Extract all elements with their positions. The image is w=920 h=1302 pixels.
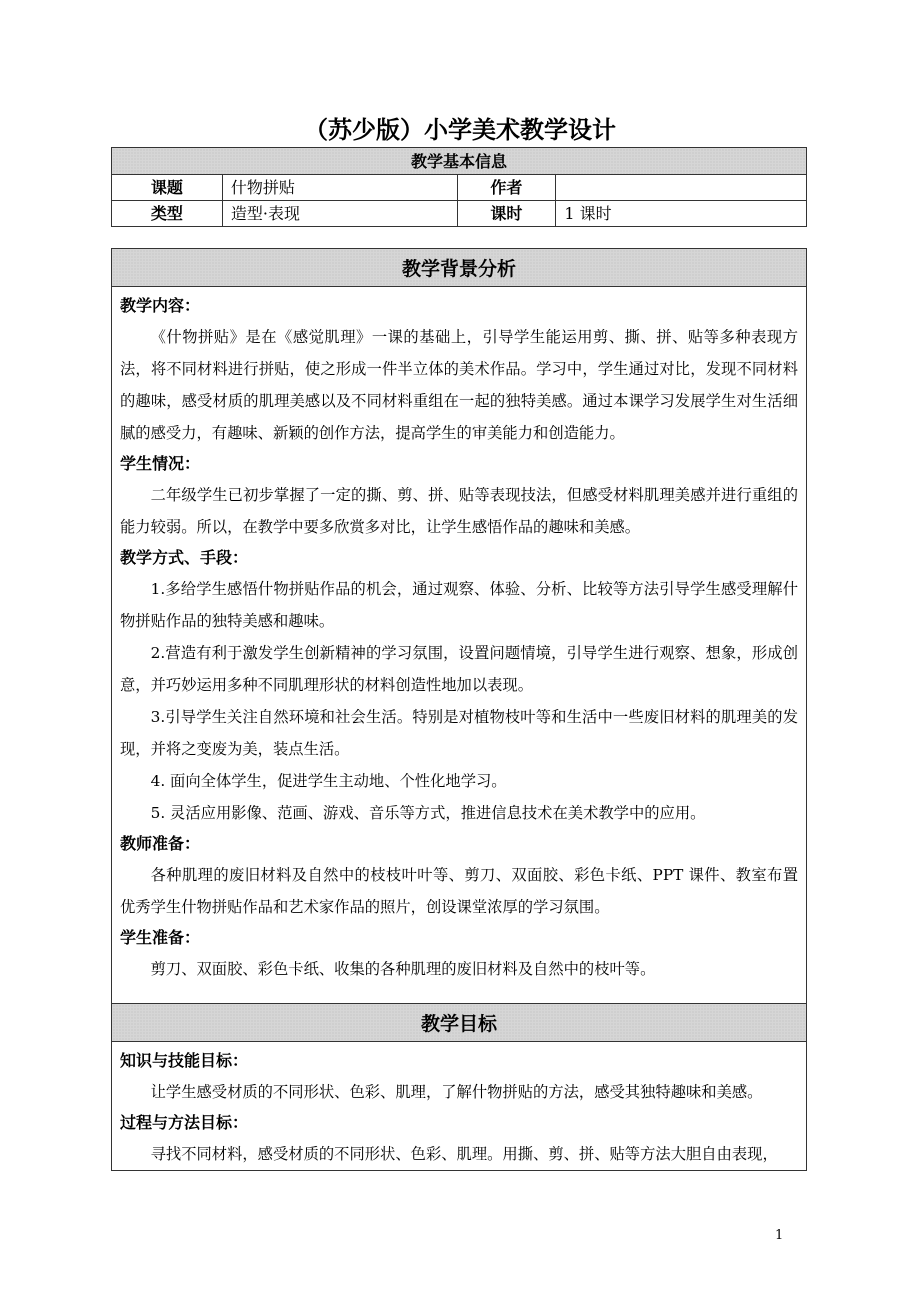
section-heading: 教师准备：: [120, 834, 201, 853]
paragraph: 4. 面向全体学生，促进学生主动地、个性化地学习。: [150, 772, 507, 790]
background-header: 教学背景分析: [112, 249, 807, 287]
label-type: 类型: [112, 201, 223, 227]
paragraph: 二年级学生已初步掌握了一定的撕、剪、拼、贴等表现技法，但感受材料肌理美感并进行重组的能力较弱。所以，在教学中要多欣赏多对比，让学生感悟作品的趣味和美感。: [120, 486, 798, 536]
value-periods: 1 课时: [556, 201, 807, 227]
background-table: [111, 248, 807, 1171]
value-author: [556, 175, 807, 201]
section-heading: 学生情况：: [120, 454, 201, 473]
paragraph: 寻找不同材料，感受材质的不同形状、色彩、肌理。用撕、剪、拼、贴等方法大胆自由表现，: [150, 1145, 778, 1163]
section-heading: 知识与技能目标：: [120, 1051, 249, 1070]
background-content: [112, 287, 807, 1004]
paragraph: 5. 灵活应用影像、范画、游戏、音乐等方式，推进信息技术在美术教学中的应用。: [150, 804, 706, 822]
objectives-content: [112, 1042, 807, 1171]
paragraph: 各种肌理的废旧材料及自然中的枝枝叶叶等、剪刀、双面胶、彩色卡纸、PPT 课件、教室布置优秀学生什物拼贴作品和艺术家作品的照片，创设课堂浓厚的学习氛围。: [120, 866, 798, 916]
paragraph: 2.营造有利于激发学生创新精神的学习氛围，设置问题情境，引导学生进行观察、想象，形成创意，并巧妙运用多种不同肌理形状的材料创造性地加以表现。: [120, 644, 798, 694]
table-row: [112, 201, 807, 227]
section-heading: 教学方式、手段：: [120, 548, 249, 567]
paragraph: 让学生感受材质的不同形状、色彩、肌理，了解什物拼贴的方法，感受其独特趣味和美感。: [150, 1083, 763, 1101]
basic-info-table: [111, 147, 807, 227]
page-number: 1: [775, 1228, 784, 1243]
paragraph: 1.多给学生感悟什物拼贴作品的机会，通过观察、体验、分析、比较等方法引导学生感受理解什物拼贴作品的独特美感和趣味。: [120, 580, 798, 630]
paragraph: 3.引导学生关注自然环境和社会生活。特别是对植物枝叶等和生活中一些废旧材料的肌理美的发现，并将之变废为美，装点生活。: [120, 708, 798, 758]
basic-info-header: 教学基本信息: [112, 148, 807, 175]
value-type: 造型·表现: [222, 201, 457, 227]
section-heading: 过程与方法目标：: [120, 1113, 249, 1132]
document-title: （苏少版）小学美术教学设计: [304, 116, 616, 144]
paragraph: 剪刀、双面胶、彩色卡纸、收集的各种肌理的废旧材料及自然中的枝叶等。: [150, 960, 656, 978]
section-heading: 学生准备：: [120, 928, 201, 947]
value-topic: 什物拼贴: [222, 175, 457, 201]
table-row: [112, 175, 807, 201]
label-topic: 课题: [112, 175, 223, 201]
label-author: 作者: [457, 175, 556, 201]
objectives-header: 教学目标: [112, 1004, 807, 1042]
label-periods: 课时: [457, 201, 556, 227]
paragraph: 《什物拼贴》是在《感觉肌理》一课的基础上，引导学生能运用剪、撕、拼、贴等多种表现方法，将不同材料进行拼贴，使之形成一件半立体的美术作品。学习中，学生通过对比，发现不同材料的趣味，感受材质的肌理美感以及不同材料重组在一起的独特美感。通过本课学习发展学生对生活细腻的感受力，有趣味、新颖的创作方法，提高学生的审美能力和创造能力。: [120, 328, 798, 442]
section-heading: 教学内容：: [120, 296, 201, 315]
